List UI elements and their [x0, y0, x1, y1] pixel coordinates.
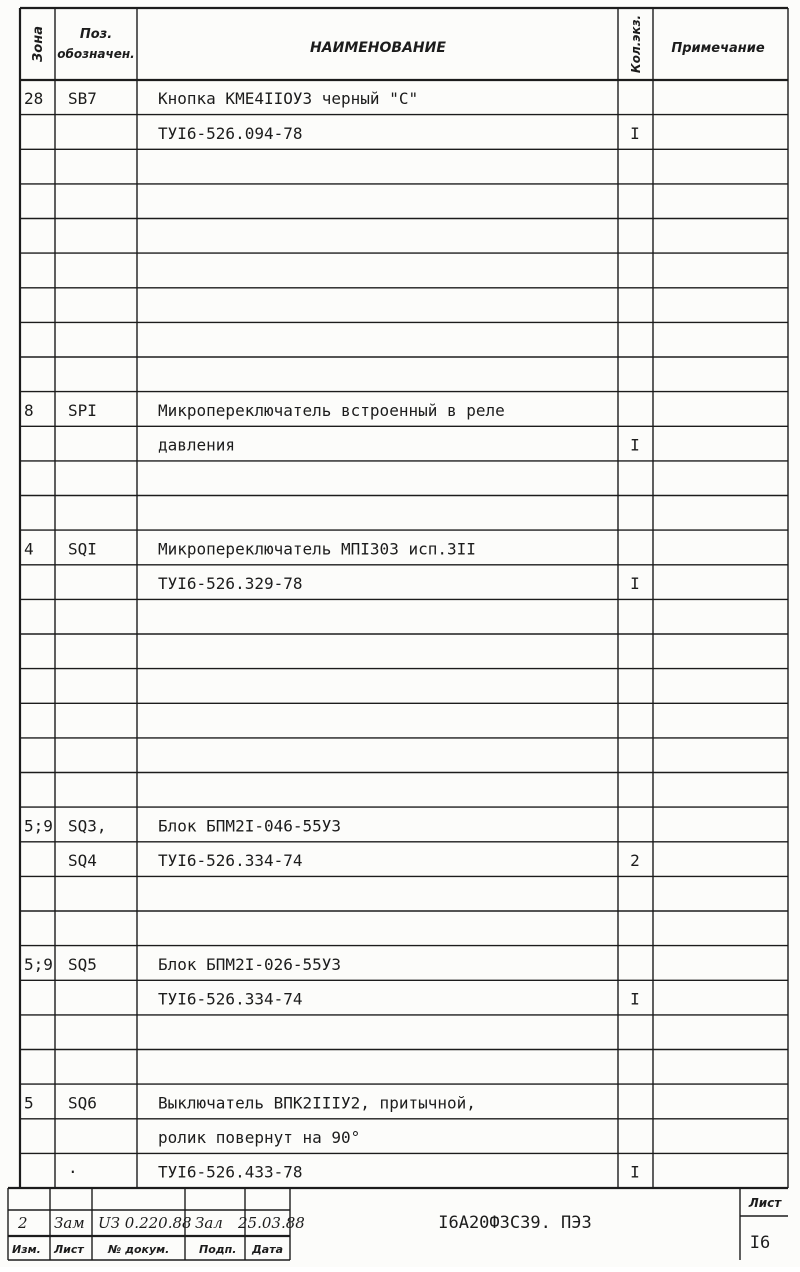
cell-name: давления	[158, 435, 236, 455]
cell-name: ТУI6-526.334-74	[158, 989, 303, 1009]
cell-position: SQ6	[68, 1093, 97, 1113]
cell-quantity: 2	[630, 851, 640, 870]
cell-name: ТУI6-526.334-74	[158, 851, 303, 870]
cell-zone: 5;9	[24, 954, 53, 974]
header-position-line2: обозначен.	[57, 47, 135, 61]
table-row	[158, 124, 640, 143]
table-row	[68, 851, 640, 870]
cell-name: ТУI6-526.094-78	[158, 123, 303, 143]
table-row	[24, 89, 418, 108]
table-header	[31, 15, 765, 73]
cell-name: ТУI6-526.329-78	[158, 574, 303, 593]
cell-position: SQ4	[68, 851, 97, 870]
cell-name: Выключатель ВПК2IIIУ2, притычной,	[158, 1093, 476, 1113]
document-designation: I6А20Ф3С39. ПЭЗ	[438, 1213, 592, 1233]
cell-name: Микропереключатель встроенный в реле	[158, 400, 505, 420]
title-block	[8, 1188, 788, 1260]
stamp-date: 25.03.88	[238, 1214, 305, 1232]
sheet-number: I6	[749, 1233, 771, 1253]
table-row	[24, 401, 505, 420]
cell-quantity: I	[630, 435, 640, 455]
cell-name: ролик повернут на 90°	[158, 1128, 361, 1147]
table-row	[24, 816, 341, 835]
cell-zone: 4	[24, 539, 34, 559]
header-position-line1: Поз.	[79, 27, 113, 42]
cell-position: SPI	[68, 400, 97, 420]
sheet-label: Лист	[748, 1196, 782, 1210]
cell-zone: 5	[24, 1093, 34, 1113]
table-row	[24, 955, 341, 974]
stamp-document-number: UЗ 0.220.88	[98, 1214, 192, 1232]
table-row	[24, 1093, 476, 1112]
stamp-col-signature: Подп.	[199, 1243, 237, 1256]
stamp-signature: Зал	[195, 1214, 223, 1232]
cell-position: ·	[68, 1162, 78, 1182]
table-row	[158, 990, 640, 1009]
stamp-change-number: 2	[18, 1214, 28, 1232]
cell-quantity: I	[630, 1162, 640, 1182]
cell-quantity: I	[630, 989, 640, 1009]
header-name: НАИМЕНОВАНИЕ	[310, 40, 446, 56]
stamp-col-date: Дата	[252, 1243, 284, 1256]
cell-name: Блок БПМ2I-026-55УЗ	[158, 954, 342, 974]
cell-name: Блок БПМ2I-046-55УЗ	[158, 816, 342, 836]
cell-position: SQI	[68, 539, 97, 559]
table-grid	[20, 8, 788, 1188]
cell-position: SQ3,	[68, 816, 107, 836]
cell-zone: 28	[24, 89, 44, 109]
stamp-col-change: Изм.	[12, 1243, 41, 1256]
table-row	[158, 1128, 360, 1147]
table-row	[68, 1163, 640, 1182]
stamp-col-sheet: Лист	[54, 1243, 84, 1256]
header-note: Примечание	[671, 41, 765, 56]
header-quantity: Кол.экз.	[629, 14, 643, 74]
table-row	[24, 539, 476, 558]
table-row	[158, 436, 640, 455]
cell-quantity: I	[630, 123, 640, 143]
table-row	[158, 574, 640, 593]
cell-name: ТУI6-526.433-78	[158, 1162, 303, 1182]
cell-position: SB7	[68, 89, 97, 109]
cell-zone: 5;9	[24, 816, 53, 836]
cell-position: SQ5	[68, 954, 97, 974]
stamp-change-mark: Зам	[54, 1214, 85, 1232]
header-zone: Зона	[31, 26, 46, 62]
cell-name: Микропереключатель МПI303 исп.3II	[158, 539, 476, 559]
cell-quantity: I	[630, 574, 640, 593]
cell-zone: 8	[24, 400, 34, 420]
stamp-col-document: № докум.	[108, 1243, 170, 1256]
cell-name: Кнопка КМЕ4IIОУЗ черный "С"	[158, 89, 419, 109]
row-lines	[20, 115, 788, 1154]
